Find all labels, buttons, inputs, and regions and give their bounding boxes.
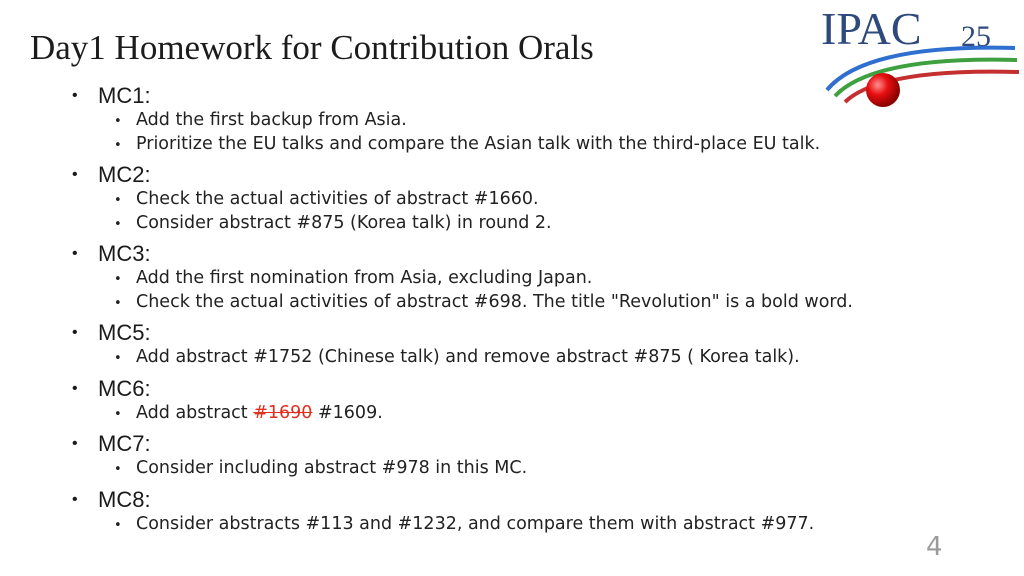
mc3-label: MC3: (98, 241, 151, 266)
page-number: 4 (926, 532, 943, 562)
mc2-item (72, 212, 972, 236)
mc7-block (72, 431, 972, 481)
bullet: • (72, 166, 78, 183)
mc3-heading (72, 241, 972, 267)
bullet: • (72, 490, 78, 508)
sub-bullet: • (114, 406, 122, 422)
mc5-block (72, 320, 972, 370)
mc3-item-text: Check the actual activities of abstract #698. The title "Revolution" is a bold word. (136, 291, 853, 312)
mc5-label: MC5: (98, 320, 151, 345)
mc1-item-text: Prioritize the EU talks and compare the Asian talk with the third-place EU talk. (136, 133, 821, 154)
sub-bullet: • (114, 517, 122, 533)
sub-bullet: • (114, 193, 122, 208)
sub-bullet: • (114, 216, 122, 232)
mc6-item-prefix: Add abstract (136, 402, 254, 423)
mc8-label: MC8: (98, 486, 151, 512)
mc7-heading (72, 431, 972, 457)
sub-bullet: • (114, 272, 122, 287)
mc1-item (72, 109, 972, 133)
sub-bullet: • (114, 462, 122, 477)
mc7-label: MC7: (98, 431, 151, 456)
mc7-item (72, 457, 972, 481)
mc2-label: MC2: (98, 162, 151, 187)
mc8-block (72, 487, 972, 537)
mc7-item-text: Consider including abstract #978 in this MC. (136, 458, 528, 478)
mc6-label: MC6: (98, 375, 151, 401)
mc1-item (72, 133, 972, 157)
bullet: • (72, 87, 78, 104)
struck-abstract-number: #1690 (253, 402, 313, 423)
mc6-item-suffix: #1609. (312, 402, 383, 423)
logo-year: 25 (961, 20, 991, 53)
mc2-item-text: Check the actual activities of abstract #1660. (136, 189, 539, 209)
mc6-block (72, 376, 972, 426)
bullet: • (72, 245, 78, 262)
mc5-item-text: Add abstract #1752 (Chinese talk) and remove abstract #875 ( Korea talk). (136, 347, 800, 367)
mc6-heading (72, 376, 972, 402)
mc8-heading (72, 487, 972, 513)
mc1-block (72, 83, 972, 156)
mc3-item-text: Add the first nomination from Asia, excluding Japan. (136, 268, 593, 288)
sub-bullet: • (114, 137, 122, 153)
mc2-item (72, 188, 972, 212)
mc-list (72, 83, 972, 536)
mc1-item-text: Add the first backup from Asia. (136, 110, 407, 130)
sub-bullet: • (114, 295, 122, 311)
bullet: • (72, 435, 78, 452)
bullet: • (72, 379, 78, 397)
mc1-heading (72, 83, 972, 109)
mc8-item-text: Consider abstracts #113 and #1232, and compare them with abstract #977. (136, 513, 815, 534)
mc8-item (72, 513, 972, 537)
mc2-heading (72, 162, 972, 188)
mc3-block (72, 241, 972, 314)
sub-bullet: • (114, 114, 122, 129)
slide-title: Day1 Homework for Contribution Orals (30, 28, 594, 67)
mc3-item (72, 267, 972, 291)
sub-bullet: • (114, 351, 122, 366)
mc5-heading (72, 320, 972, 346)
logo-text: IPAC (821, 4, 922, 54)
mc5-item (72, 346, 972, 370)
mc1-label: MC1: (98, 83, 151, 108)
mc3-item (72, 291, 972, 315)
mc2-block (72, 162, 972, 235)
bullet: • (72, 324, 78, 341)
mc6-item (72, 402, 972, 426)
mc2-item-text: Consider abstract #875 (Korea talk) in round 2. (136, 212, 552, 233)
